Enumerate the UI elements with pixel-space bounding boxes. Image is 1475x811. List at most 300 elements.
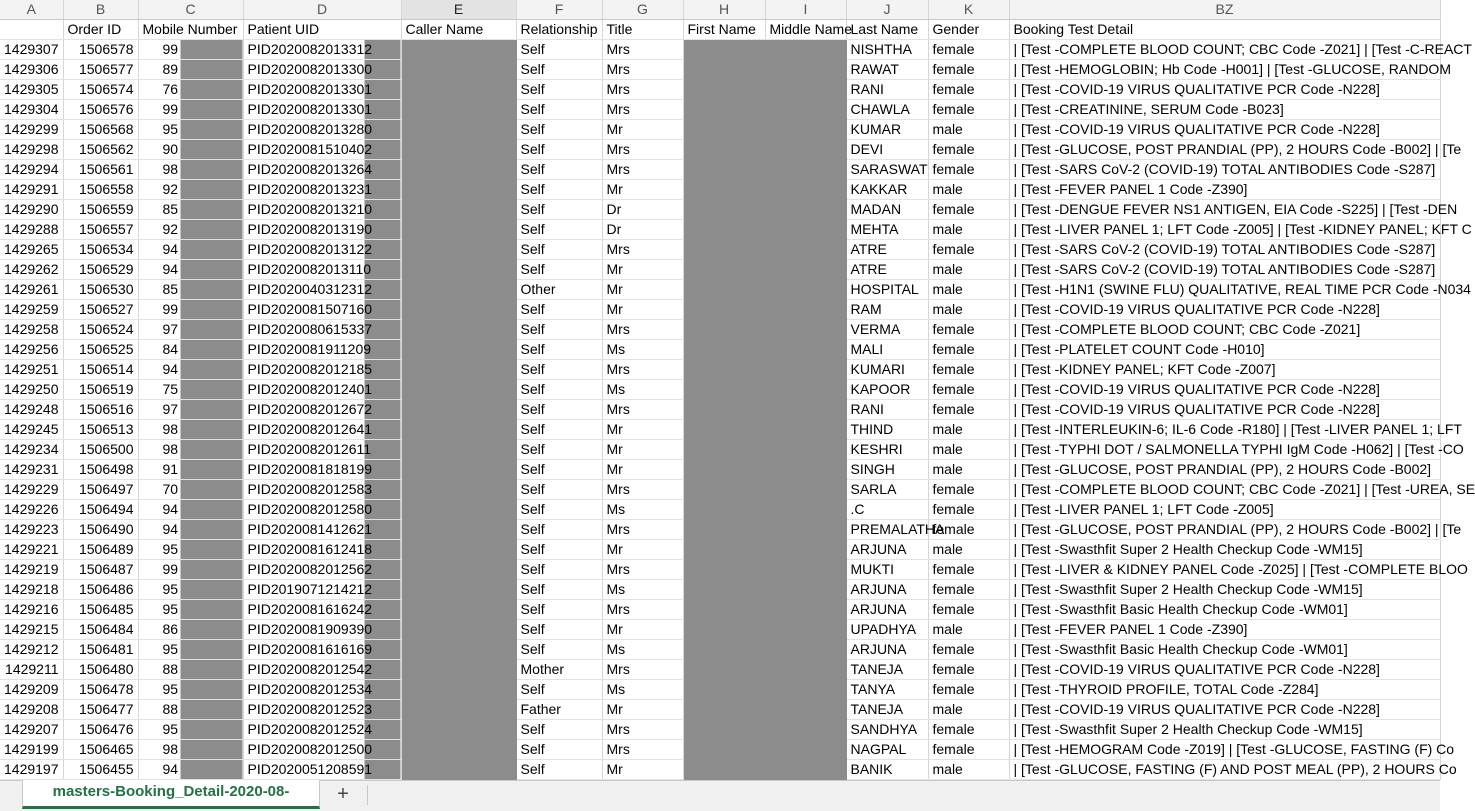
redacted-cell[interactable] [765, 40, 846, 60]
cell[interactable]: | [Test -FEVER PANEL 1 Code -Z390] [1009, 620, 1440, 640]
redacted-cell[interactable] [765, 100, 846, 120]
cell[interactable]: Self [516, 300, 602, 320]
cell[interactable]: Mrs [602, 140, 683, 160]
cell[interactable]: | [Test -CREATININE, SERUM Code -B023] [1009, 100, 1440, 120]
cell[interactable]: Mr [602, 460, 683, 480]
cell[interactable]: Self [516, 760, 602, 780]
redacted-cell[interactable] [765, 280, 846, 300]
cell[interactable]: Self [516, 180, 602, 200]
cell[interactable]: male [928, 260, 1009, 280]
cell[interactable]: PID2020082012562 [243, 560, 401, 580]
cell[interactable]: THIND [846, 420, 928, 440]
cell[interactable]: 1429256 [0, 340, 63, 360]
cell[interactable]: 98 [138, 160, 243, 180]
cell[interactable]: 1429207 [0, 720, 63, 740]
cell[interactable]: | [Test -Swasthfit Super 2 Health Checkup Code -WM15] [1009, 580, 1440, 600]
cell[interactable]: Self [516, 640, 602, 660]
cell[interactable]: 1429211 [0, 660, 63, 680]
cell[interactable]: Mr [602, 540, 683, 560]
cell[interactable]: 1429259 [0, 300, 63, 320]
cell[interactable]: 1429304 [0, 100, 63, 120]
cell[interactable]: female [928, 580, 1009, 600]
redacted-cell[interactable] [765, 460, 846, 480]
cell[interactable]: Self [516, 320, 602, 340]
cell[interactable]: | [Test -SARS CoV-2 (COVID-19) TOTAL ANTIBODIES Code -S287] [1009, 160, 1440, 180]
cell[interactable]: ARJUNA [846, 640, 928, 660]
cell[interactable]: Self [516, 560, 602, 580]
column-header-bz[interactable]: BZ [1009, 0, 1440, 20]
cell[interactable]: 1506477 [63, 700, 138, 720]
cell[interactable]: female [928, 680, 1009, 700]
cell[interactable]: Self [516, 40, 602, 60]
cell[interactable]: MADAN [846, 200, 928, 220]
cell[interactable]: | [Test -COVID-19 VIRUS QUALITATIVE PCR Code -N228] [1009, 380, 1440, 400]
header-cell[interactable]: Middle Name [765, 20, 846, 40]
redacted-cell[interactable] [765, 440, 846, 460]
cell[interactable]: Mrs [602, 80, 683, 100]
cell[interactable]: 88 [138, 660, 243, 680]
redacted-cell[interactable] [683, 620, 765, 640]
cell[interactable]: 98 [138, 740, 243, 760]
cell[interactable]: Mrs [602, 480, 683, 500]
cell[interactable]: RAM [846, 300, 928, 320]
cell[interactable]: 1506500 [63, 440, 138, 460]
column-header-h[interactable]: H [683, 0, 765, 20]
cell[interactable]: | [Test -THYROID PROFILE, TOTAL Code -Z284] [1009, 680, 1440, 700]
cell[interactable]: PID2020081412621 [243, 520, 401, 540]
cell[interactable]: Self [516, 400, 602, 420]
column-header-i[interactable]: I [765, 0, 846, 20]
redacted-cell[interactable] [401, 80, 516, 100]
redacted-cell[interactable] [683, 600, 765, 620]
cell[interactable]: DEVI [846, 140, 928, 160]
cell[interactable]: 1429216 [0, 600, 63, 620]
cell[interactable]: ATRE [846, 240, 928, 260]
cell[interactable]: 1429262 [0, 260, 63, 280]
header-cell[interactable]: Caller Name [401, 20, 516, 40]
cell[interactable]: MUKTI [846, 560, 928, 580]
redacted-cell[interactable] [765, 600, 846, 620]
cell[interactable]: 1506487 [63, 560, 138, 580]
cell[interactable]: female [928, 340, 1009, 360]
cell[interactable]: 1506568 [63, 120, 138, 140]
redacted-cell[interactable] [765, 680, 846, 700]
redacted-cell[interactable] [401, 760, 516, 780]
cell[interactable]: 1506534 [63, 240, 138, 260]
redacted-cell[interactable] [683, 560, 765, 580]
cell[interactable]: | [Test -COVID-19 VIRUS QUALITATIVE PCR Code -N228] [1009, 300, 1440, 320]
redacted-cell[interactable] [765, 760, 846, 780]
redacted-cell[interactable] [683, 40, 765, 60]
column-header-f[interactable]: F [516, 0, 602, 20]
cell[interactable]: MEHTA [846, 220, 928, 240]
redacted-cell[interactable] [683, 420, 765, 440]
cell[interactable]: Mrs [602, 560, 683, 580]
cell[interactable]: Self [516, 600, 602, 620]
cell[interactable]: Mrs [602, 400, 683, 420]
redacted-cell[interactable] [765, 320, 846, 340]
cell[interactable]: 95 [138, 720, 243, 740]
cell[interactable]: | [Test -COMPLETE BLOOD COUNT; CBC Code -Z021] | [Test -C-REACT [1009, 40, 1440, 60]
column-header-j[interactable]: J [846, 0, 928, 20]
cell[interactable]: PID2020081818199 [243, 460, 401, 480]
cell[interactable]: PID2020082012523 [243, 700, 401, 720]
column-header-b[interactable]: B [63, 0, 138, 20]
cell[interactable]: 1506527 [63, 300, 138, 320]
cell[interactable]: PID2020082013110 [243, 260, 401, 280]
redacted-cell[interactable] [401, 40, 516, 60]
cell[interactable]: PID2020082012185 [243, 360, 401, 380]
cell[interactable]: | [Test -FEVER PANEL 1 Code -Z390] [1009, 180, 1440, 200]
cell[interactable]: 1429248 [0, 400, 63, 420]
redacted-cell[interactable] [683, 720, 765, 740]
cell[interactable]: 94 [138, 500, 243, 520]
header-cell[interactable]: Mobile Number [138, 20, 243, 40]
cell[interactable]: 1429229 [0, 480, 63, 500]
redacted-cell[interactable] [401, 240, 516, 260]
redacted-cell[interactable] [765, 360, 846, 380]
redacted-cell[interactable] [401, 280, 516, 300]
cell[interactable]: 89 [138, 60, 243, 80]
cell[interactable]: 1506455 [63, 760, 138, 780]
cell[interactable]: Self [516, 220, 602, 240]
cell[interactable]: 1429197 [0, 760, 63, 780]
redacted-cell[interactable] [401, 320, 516, 340]
cell[interactable]: 1506481 [63, 640, 138, 660]
redacted-cell[interactable] [683, 60, 765, 80]
cell[interactable]: PID2020051208591 [243, 760, 401, 780]
cell[interactable]: 91 [138, 460, 243, 480]
cell[interactable]: female [928, 720, 1009, 740]
cell[interactable]: PID2020081616242 [243, 600, 401, 620]
cell[interactable]: PID2020081507160 [243, 300, 401, 320]
cell[interactable]: 1429251 [0, 360, 63, 380]
sheet-tab[interactable]: masters-Booking_Detail-2020-08- [22, 780, 320, 809]
add-sheet-icon[interactable]: + [337, 783, 349, 805]
redacted-cell[interactable] [765, 520, 846, 540]
cell[interactable]: | [Test -GLUCOSE, FASTING (F) AND POST MEAL (PP), 2 HOURS Co [1009, 760, 1440, 780]
cell[interactable]: | [Test -INTERLEUKIN-6; IL-6 Code -R180] | [Test -LIVER PANEL 1; LFT [1009, 420, 1440, 440]
redacted-cell[interactable] [765, 640, 846, 660]
cell[interactable]: | [Test -LIVER PANEL 1; LFT Code -Z005] | [Test -KIDNEY PANEL; KFT C [1009, 220, 1440, 240]
cell[interactable]: female [928, 240, 1009, 260]
redacted-cell[interactable] [765, 60, 846, 80]
redacted-cell[interactable] [401, 520, 516, 540]
redacted-cell[interactable] [683, 440, 765, 460]
cell[interactable]: 99 [138, 40, 243, 60]
cell[interactable]: Mr [602, 420, 683, 440]
redacted-cell[interactable] [765, 240, 846, 260]
cell[interactable]: 1429218 [0, 580, 63, 600]
redacted-cell[interactable] [401, 740, 516, 760]
cell[interactable]: 94 [138, 520, 243, 540]
cell[interactable]: female [928, 100, 1009, 120]
cell[interactable]: ARJUNA [846, 580, 928, 600]
cell[interactable]: PID2020080615337 [243, 320, 401, 340]
cell[interactable]: 94 [138, 260, 243, 280]
cell[interactable]: 1506576 [63, 100, 138, 120]
column-header-g[interactable]: G [602, 0, 683, 20]
cell[interactable]: | [Test -SARS CoV-2 (COVID-19) TOTAL ANTIBODIES Code -S287] [1009, 260, 1440, 280]
cell[interactable]: 1506478 [63, 680, 138, 700]
cell[interactable]: | [Test -LIVER & KIDNEY PANEL Code -Z025] | [Test -COMPLETE BLOO [1009, 560, 1440, 580]
cell[interactable]: | [Test -Swasthfit Basic Health Checkup Code -WM01] [1009, 640, 1440, 660]
cell[interactable]: 99 [138, 100, 243, 120]
cell[interactable]: PID2020082012524 [243, 720, 401, 740]
redacted-cell[interactable] [765, 220, 846, 240]
cell[interactable]: PID2020082013264 [243, 160, 401, 180]
redacted-cell[interactable] [401, 360, 516, 380]
redacted-cell[interactable] [683, 340, 765, 360]
cell[interactable]: Self [516, 160, 602, 180]
cell[interactable]: male [928, 460, 1009, 480]
redacted-cell[interactable] [401, 420, 516, 440]
cell[interactable]: 94 [138, 760, 243, 780]
cell[interactable]: Self [516, 620, 602, 640]
redacted-cell[interactable] [683, 660, 765, 680]
redacted-cell[interactable] [401, 200, 516, 220]
redacted-cell[interactable] [765, 300, 846, 320]
cell[interactable]: PID2020082012542 [243, 660, 401, 680]
cell[interactable]: Self [516, 100, 602, 120]
cell[interactable]: 76 [138, 80, 243, 100]
redacted-cell[interactable] [765, 580, 846, 600]
cell[interactable]: | [Test -LIVER PANEL 1; LFT Code -Z005] [1009, 500, 1440, 520]
cell[interactable]: 1506577 [63, 60, 138, 80]
redacted-cell[interactable] [765, 120, 846, 140]
cell[interactable]: TANEJA [846, 700, 928, 720]
cell[interactable]: Self [516, 720, 602, 740]
cell[interactable]: 1429199 [0, 740, 63, 760]
redacted-cell[interactable] [683, 140, 765, 160]
cell[interactable]: Self [516, 80, 602, 100]
cell[interactable]: female [928, 80, 1009, 100]
cell[interactable]: male [928, 540, 1009, 560]
redacted-cell[interactable] [683, 240, 765, 260]
cell[interactable]: PID2020081612418 [243, 540, 401, 560]
cell[interactable]: male [928, 180, 1009, 200]
cell[interactable]: Mrs [602, 740, 683, 760]
cell[interactable]: 1506559 [63, 200, 138, 220]
cell[interactable]: 1429305 [0, 80, 63, 100]
cell[interactable]: 92 [138, 180, 243, 200]
cell[interactable]: 86 [138, 620, 243, 640]
cell[interactable]: | [Test -HEMOGRAM Code -Z019] | [Test -GLUCOSE, FASTING (F) Co [1009, 740, 1440, 760]
cell[interactable]: male [928, 280, 1009, 300]
cell[interactable]: 84 [138, 340, 243, 360]
cell[interactable]: | [Test -H1N1 (SWINE FLU) QUALITATIVE, REAL TIME PCR Code -N034 [1009, 280, 1440, 300]
cell[interactable]: male [928, 220, 1009, 240]
cell[interactable]: PID2020082012534 [243, 680, 401, 700]
redacted-cell[interactable] [683, 740, 765, 760]
header-cell[interactable]: Booking Test Detail [1009, 20, 1440, 40]
cell[interactable]: 1429261 [0, 280, 63, 300]
cell[interactable]: 1506476 [63, 720, 138, 740]
redacted-cell[interactable] [683, 100, 765, 120]
cell[interactable]: UPADHYA [846, 620, 928, 640]
column-header-c[interactable]: C [138, 0, 243, 20]
cell[interactable]: Mrs [602, 40, 683, 60]
redacted-cell[interactable] [765, 180, 846, 200]
cell[interactable]: ARJUNA [846, 540, 928, 560]
cell[interactable]: 97 [138, 400, 243, 420]
redacted-cell[interactable] [765, 400, 846, 420]
cell[interactable]: PID2020081616169 [243, 640, 401, 660]
cell[interactable]: Mr [602, 620, 683, 640]
header-cell[interactable]: Title [602, 20, 683, 40]
cell[interactable]: Ms [602, 500, 683, 520]
cell[interactable]: male [928, 620, 1009, 640]
cell[interactable]: Ms [602, 680, 683, 700]
cell[interactable]: HOSPITAL [846, 280, 928, 300]
cell[interactable]: 1506494 [63, 500, 138, 520]
cell[interactable]: 1506498 [63, 460, 138, 480]
cell[interactable]: Mr [602, 120, 683, 140]
redacted-cell[interactable] [765, 340, 846, 360]
redacted-cell[interactable] [401, 660, 516, 680]
redacted-cell[interactable] [683, 400, 765, 420]
cell[interactable]: Mrs [602, 320, 683, 340]
header-cell[interactable]: Relationship [516, 20, 602, 40]
cell[interactable]: female [928, 320, 1009, 340]
cell[interactable]: 99 [138, 300, 243, 320]
redacted-cell[interactable] [683, 200, 765, 220]
cell[interactable]: SINGH [846, 460, 928, 480]
cell[interactable]: 1506489 [63, 540, 138, 560]
cell[interactable]: Mrs [602, 660, 683, 680]
redacted-cell[interactable] [401, 340, 516, 360]
redacted-cell[interactable] [401, 440, 516, 460]
redacted-cell[interactable] [401, 600, 516, 620]
cell[interactable]: PREMALATHA [846, 520, 928, 540]
cell[interactable]: 1506513 [63, 420, 138, 440]
redacted-cell[interactable] [401, 700, 516, 720]
cell[interactable]: 1429208 [0, 700, 63, 720]
cell[interactable]: | [Test -HEMOGLOBIN; Hb Code -H001] | [Test -GLUCOSE, RANDOM [1009, 60, 1440, 80]
cell[interactable]: Mr [602, 280, 683, 300]
cell[interactable]: KAKKAR [846, 180, 928, 200]
cell[interactable]: PID2020082013280 [243, 120, 401, 140]
cell[interactable]: Ms [602, 340, 683, 360]
redacted-cell[interactable] [683, 640, 765, 660]
cell[interactable]: Self [516, 240, 602, 260]
cell[interactable]: PID2020082012641 [243, 420, 401, 440]
cell[interactable]: 1506578 [63, 40, 138, 60]
redacted-cell[interactable] [683, 520, 765, 540]
cell[interactable]: Mr [602, 180, 683, 200]
header-cell[interactable]: Order ID [63, 20, 138, 40]
cell[interactable]: 1429294 [0, 160, 63, 180]
cell[interactable]: Ms [602, 640, 683, 660]
cell[interactable]: RAWAT [846, 60, 928, 80]
redacted-cell[interactable] [401, 100, 516, 120]
redacted-cell[interactable] [683, 360, 765, 380]
cell[interactable]: Self [516, 480, 602, 500]
redacted-cell[interactable] [683, 540, 765, 560]
cell[interactable]: Self [516, 200, 602, 220]
cell[interactable]: 95 [138, 640, 243, 660]
cell[interactable]: 99 [138, 560, 243, 580]
cell[interactable]: Mrs [602, 240, 683, 260]
cell[interactable]: Mr [602, 440, 683, 460]
cell[interactable]: | [Test -COVID-19 VIRUS QUALITATIVE PCR Code -N228] [1009, 660, 1440, 680]
column-header-a[interactable]: A [0, 0, 63, 20]
redacted-cell[interactable] [401, 60, 516, 80]
cell[interactable]: PID2020082013122 [243, 240, 401, 260]
cell[interactable]: 1429299 [0, 120, 63, 140]
cell[interactable]: 1506530 [63, 280, 138, 300]
cell[interactable]: .C [846, 500, 928, 520]
redacted-cell[interactable] [683, 280, 765, 300]
redacted-cell[interactable] [765, 620, 846, 640]
redacted-cell[interactable] [401, 180, 516, 200]
cell[interactable]: 98 [138, 440, 243, 460]
cell[interactable]: male [928, 440, 1009, 460]
cell[interactable]: 1429245 [0, 420, 63, 440]
cell[interactable]: Dr [602, 220, 683, 240]
redacted-cell[interactable] [683, 320, 765, 340]
cell[interactable]: Mrs [602, 100, 683, 120]
cell[interactable]: 1429298 [0, 140, 63, 160]
redacted-cell[interactable] [765, 260, 846, 280]
redacted-cell[interactable] [765, 200, 846, 220]
cell[interactable]: 1506514 [63, 360, 138, 380]
cell[interactable]: 1506519 [63, 380, 138, 400]
cell[interactable]: Mrs [602, 600, 683, 620]
cell[interactable]: female [928, 380, 1009, 400]
cell[interactable]: female [928, 400, 1009, 420]
cell[interactable]: 85 [138, 280, 243, 300]
cell[interactable]: | [Test -GLUCOSE, POST PRANDIAL (PP), 2 HOURS Code -B002] [1009, 460, 1440, 480]
cell[interactable]: 1506485 [63, 600, 138, 620]
cell[interactable]: 1429288 [0, 220, 63, 240]
cell[interactable]: female [928, 140, 1009, 160]
column-header-k[interactable]: K [928, 0, 1009, 20]
cell[interactable]: PID2020081909390 [243, 620, 401, 640]
redacted-cell[interactable] [401, 620, 516, 640]
cell[interactable]: NISHTHA [846, 40, 928, 60]
redacted-cell[interactable] [683, 120, 765, 140]
cell[interactable]: 1429221 [0, 540, 63, 560]
cell[interactable]: 1506558 [63, 180, 138, 200]
cell[interactable]: 70 [138, 480, 243, 500]
cell[interactable]: | [Test -KIDNEY PANEL; KFT Code -Z007] [1009, 360, 1440, 380]
cell[interactable]: 1429250 [0, 380, 63, 400]
cell[interactable]: male [928, 300, 1009, 320]
cell[interactable]: 1506465 [63, 740, 138, 760]
redacted-cell[interactable] [765, 700, 846, 720]
cell[interactable]: 92 [138, 220, 243, 240]
cell[interactable]: MALI [846, 340, 928, 360]
redacted-cell[interactable] [401, 720, 516, 740]
cell[interactable]: 95 [138, 600, 243, 620]
cell[interactable]: female [928, 200, 1009, 220]
cell[interactable]: Self [516, 340, 602, 360]
cell[interactable]: | [Test -DENGUE FEVER NS1 ANTIGEN, EIA Code -S225] | [Test -DEN [1009, 200, 1440, 220]
cell[interactable]: Self [516, 120, 602, 140]
cell[interactable]: Self [516, 440, 602, 460]
cell[interactable]: | [Test -COVID-19 VIRUS QUALITATIVE PCR Code -N228] [1009, 80, 1440, 100]
cell[interactable]: 1429290 [0, 200, 63, 220]
cell[interactable]: Dr [602, 200, 683, 220]
cell[interactable]: Mr [602, 700, 683, 720]
cell[interactable]: male [928, 120, 1009, 140]
cell[interactable]: PID2020081911209 [243, 340, 401, 360]
cell[interactable]: PID2020082013300 [243, 60, 401, 80]
redacted-cell[interactable] [401, 380, 516, 400]
redacted-cell[interactable] [765, 660, 846, 680]
redacted-cell[interactable] [401, 640, 516, 660]
